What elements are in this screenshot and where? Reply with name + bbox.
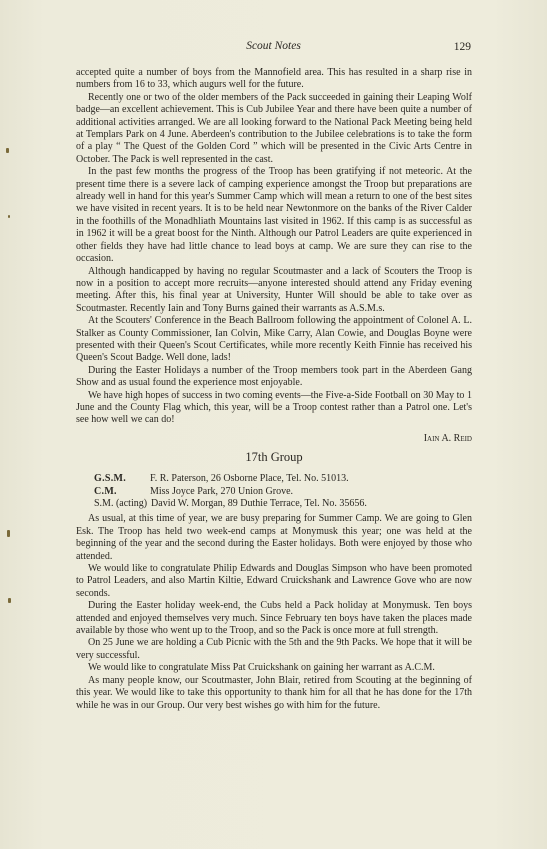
paragraph: We would like to congratulate Philip Edwards and Douglas Simpson who have been promoted to Patrol Leaders, and also Martin Kiltie, Edward Cruickshank and Lawrence Gove who are now seconds. (76, 563, 472, 599)
paragraph: We would like to congratulate Miss Pat Cruickshank on gaining her warrant as A.C.M. (88, 662, 435, 674)
paragraph: During the Easter Holidays a number of the Troop members took part in the Aberdeen Gang Show and as usual found the experience most enjoyable. (76, 364, 472, 389)
paragraph: During the Easter holiday week-end, the Cubs held a Pack holiday at Monymusk. Ten boys attended and enjoyed themselves very much. Since February ten boys have taken the places made available by those who went up to the Troop, and so the Pack is once more at full strength. (76, 600, 472, 637)
contact-role: S.M. (acting) (94, 498, 148, 509)
margin-mark (7, 530, 10, 537)
contact-role: C.M. (94, 485, 117, 497)
contact-details: Miss Joyce Park, 270 Union Grove. (150, 485, 294, 497)
margin-mark (8, 598, 11, 603)
contact-details: David W. Morgan, 89 Duthie Terrace, Tel. No. 35656. (151, 498, 367, 509)
paragraph: On 25 June we are holding a Cub Picnic with the 5th and the 9th Packs. We hope that it will be very successful. (76, 637, 472, 661)
paragraph: We have high hopes of success in two coming events—the Five-a-Side Football on 30 May to 1 June and the County Flag which, this year, will be a Troop contest rather than a Patrol one. Let's see how well we can do! (76, 389, 472, 426)
page-number: 129 (453, 41, 471, 53)
contacts-list (76, 473, 472, 510)
margin-mark (6, 148, 9, 153)
paragraph: Recently one or two of the older members of the Pack succeeded in gaining their Leaping Wolf badge—an excellent achievement. This is Cub Jubilee Year and there have been quite a number of additional activities arranged. We are all looking forward to the National Pack Meeting being held at Templars Park on 4 June. Aberdeen's contribution to the Jubilee celebrations is to take the form of a play “ The Quest of the Golden Cord ” which will be presented in the Civic Arts Centre in October. The Pack is well represented in the cast. (76, 91, 472, 165)
text-column (76, 67, 472, 712)
paragraph: As usual, at this time of year, we are busy preparing for Summer Camp. We are going to Glen Esk. The Troop has held two week-end camps at Monymusk this year; one was held at the beginning of the year and the second during the Easter holidays. Both were enjoyed by those who attended. (76, 513, 472, 562)
author-signature: Iain A. Reid (423, 432, 472, 444)
section-heading: 17th Group (245, 450, 303, 465)
running-title: Scout Notes (246, 40, 301, 52)
paragraph: As many people know, our Scoutmaster, John Blair, retired from Scouting at the beginning of this year. We would like to take this opportunity to thank him for all that he has done for the 17th while he was in our Group. Our very best wishes go with him for the future. (76, 674, 472, 711)
seventeenth-group-section (76, 450, 472, 712)
margin-mark (8, 215, 10, 218)
paragraph: At the Scouters' Conference in the Beach Ballroom following the appointment of Colonel A. L. Stalker as County Commissioner, Ian Colvin, Mike Carry, Alan Cowie, and Douglas Boyne were presented with their Queen's Scout Certificates, while more recently Keith Finnie has received his Queen's Scout Badge. Well done, lads! (76, 315, 472, 364)
paragraph: In the past few months the progress of the Troop has been gratifying if not meteoric. At the present time there is a severe lack of camping experience amongst the Troop but preparations are already well in hand for this year's Summer Camp which will mean a return to one of the best sites we have visited in recent years. It is to be held near Newtonmore on the banks of the River Calder in the foothills of the Monadhliath Mountains last visited in 1962. If this camp is as successful as in 1962 it will be a great boost for the Ninth. Although our Patrol Leaders are quite experienced in other fields they have had little chance to lead boys at camp. We are sure they can rise to the occasion. (76, 166, 472, 265)
contact-row (76, 473, 472, 485)
contact-role: G.S.M. (94, 473, 127, 485)
paragraph: Although handicapped by having no regular Scoutmaster and a lack of Scouters the Troop is now in a position to accept more recruits—anyone interested should attend any Friday evening meeting. After this, his final year at University, Hunter Will should be able to take over as Scoutmaster. Recently Iain and Tony Burns gained their warrants as A.S.M.s. (76, 265, 472, 314)
contact-row (76, 498, 472, 510)
contact-details: F. R. Paterson, 26 Osborne Place, Tel. No. 51013. (150, 473, 349, 485)
paragraph: accepted quite a number of boys from the Mannofield area. This has resulted in a sharp rise in numbers from 16 to 33, which augurs well for the future. (76, 67, 472, 91)
ninth-group-section (76, 67, 472, 445)
contact-row (76, 486, 472, 498)
